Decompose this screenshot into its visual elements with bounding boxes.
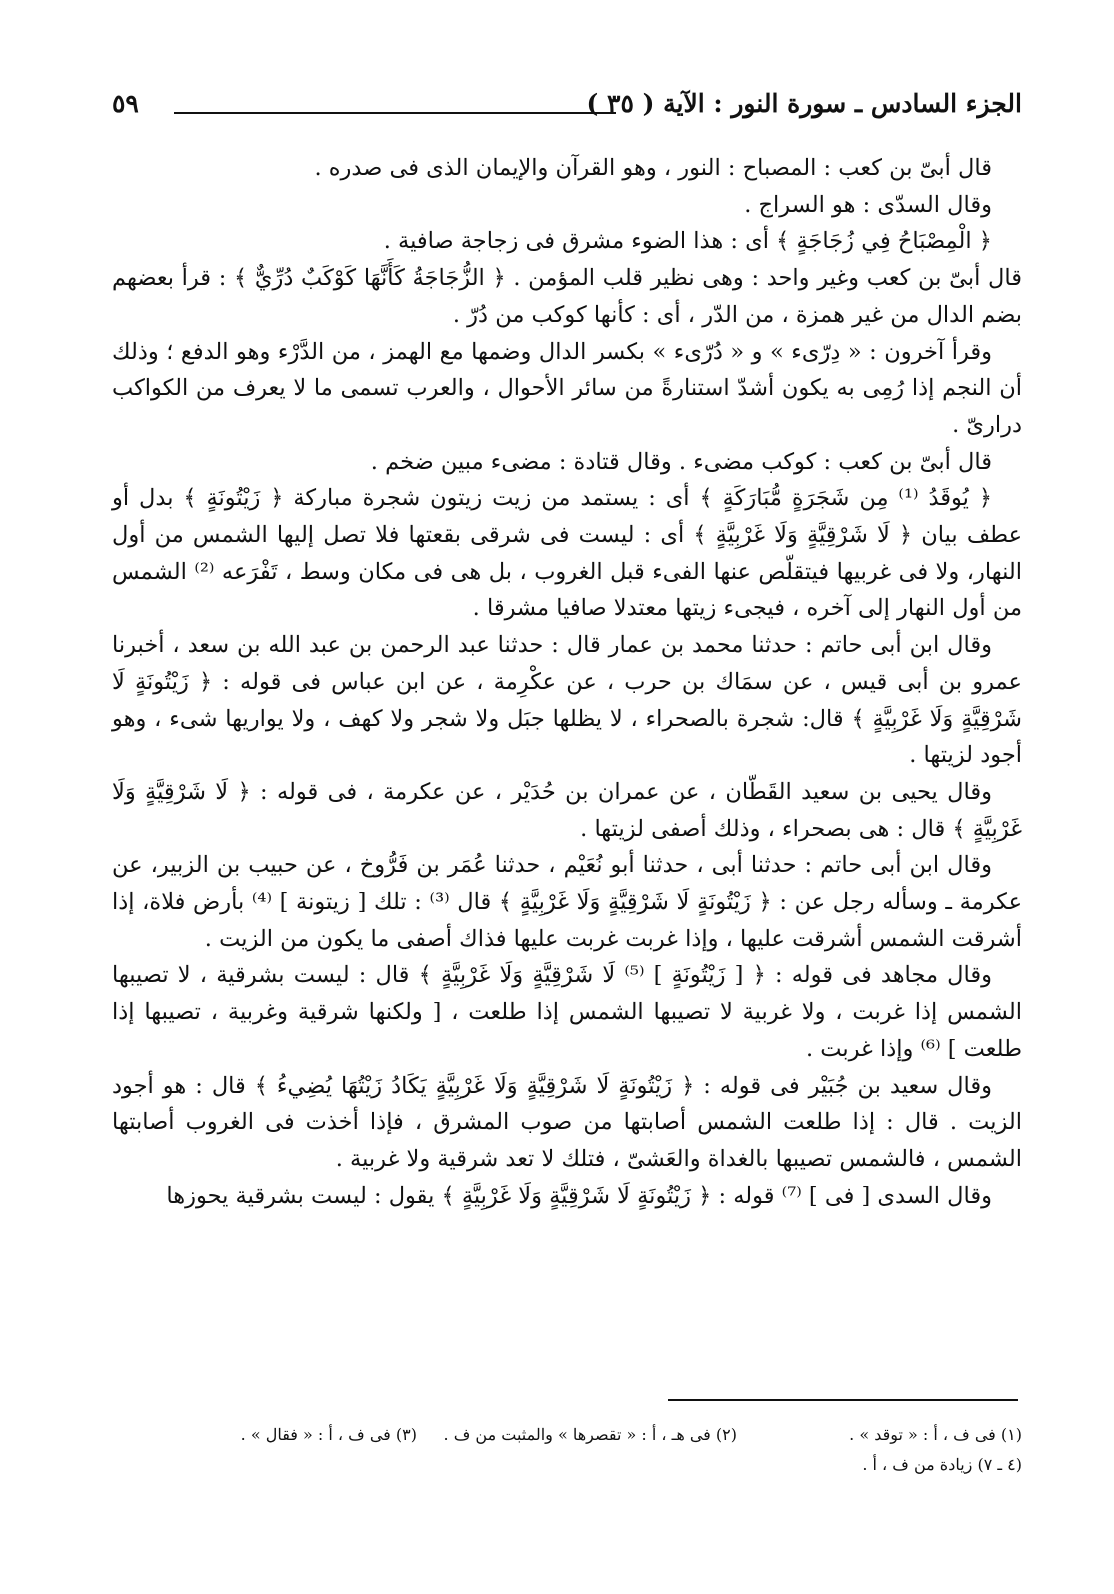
header-rule (174, 112, 616, 114)
paragraph: ﴿ الْمِصْبَاحُ فِي زُجَاجَةٍ ﴾ أى : هذا الضوء مشرق فى زجاجة صافية . (383, 228, 992, 255)
body-text (112, 150, 1022, 1214)
paragraph: قال أبىّ بن كعب وغير واحد : وهى نظير قلب المؤمن . ﴿ الزُّجَاجَةُ كَأَنَّهَا كَوْكَبٌ دُرِّيٌّ ﴾ : قرأ بعضهم بضم الدال من غير همزة ، من الدّر ، أى : كأنها كوكب من دُرّ . (112, 265, 1022, 328)
paragraph: وقال السدى [ فى ] ⁽⁷⁾ قوله : ﴿ زَيْتُونَةٍ لَا شَرْقِيَّةٍ وَلَا غَرْبِيَّةٍ ﴾ يقول : ليست بشرقية يحوزها (166, 1182, 992, 1209)
footnote-row (112, 1450, 1022, 1480)
page-number: ٥٩ (112, 89, 139, 118)
paragraph: وقال يحيى بن سعيد القَطّان ، عن عمران بن حُدَيْر ، عن عكرمة ، فى قوله : ﴿ لَا شَرْقِيَّةٍ وَلَا غَرْبِيَّةٍ ﴾ قال : هى بصحراء ، وذلك أصفى لزيتها . (112, 778, 1022, 842)
paragraph: وقال سعيد بن جُبَيْر فى قوله : ﴿ زَيْتُونَةٍ لَا شَرْقِيَّةٍ وَلَا غَرْبِيَّةٍ يَكَادُ زَيْتُهَا يُضِيءُ ﴾ قال : هو أجود الزيت . قال : إذا طلعت الشمس أصابتها من صوب المشرق ، فإذا أخذت فى الغروب أصابتها الشمس ، فالشمس تصيبها بالغداة والعَشىّ ، فتلك لا تعد شرقية ولا غربية . (112, 1072, 1022, 1172)
footnote-4: (٤ ـ ٧) زيادة من ف ، أ . (862, 1455, 1022, 1474)
page-header (112, 86, 1022, 126)
footnote-1: (١) فى ف ، أ : « توقد » . (849, 1425, 1022, 1444)
paragraph: وقال السدّى : هو السراج . (744, 191, 992, 218)
footnote-row (112, 1420, 1022, 1450)
paragraph: ﴿ يُوقَدُ ⁽¹⁾ مِن شَجَرَةٍ مُّبَارَكَةٍ ﴾ أى : يستمد من زيت زيتون شجرة مباركة ﴿ زَيْتُونَةٍ ﴾ بدل أو عطف بيان ﴿ لَا شَرْقِيَّةٍ وَلَا غَرْبِيَّةٍ ﴾ أى : ليست فى شرقى بقعتها فلا تصل إليها الشمس من أول النهار، ولا فى غربيها فيتقلّص عنها الفىء قبل الغروب ، بل هى فى مكان وسط ، تَفْرَعه ⁽²⁾ الشمس من أول النهار إلى آخره ، فيجىء زيتها معتدلا صافيا مشرقا . (112, 485, 1022, 622)
footnote-3: (٣) فى ف ، أ : « فقال » . (240, 1425, 417, 1444)
footnote-rule (668, 1399, 1018, 1401)
running-title: الجزء السادس ـ سورة النور : الآية ( ٣٥ ) (586, 89, 1022, 118)
paragraph: قال أبىّ بن كعب : كوكب مضىء . وقال قتادة : مضىء مبين ضخم . (370, 448, 992, 475)
paragraph: وقال مجاهد فى قوله : ﴿ [ زَيْتُونَةٍ ] ⁽⁵⁾ لَا شَرْقِيَّةٍ وَلَا غَرْبِيَّةٍ ﴾ قال : ليست بشرقية ، لا تصيبها الشمس إذا غربت ، ولا غربية لا تصيبها الشمس إذا طلعت ، [ ولكنها شرقية وغربية ، تصيبها إذا طلعت ] ⁽⁶⁾ وإذا غربت . (112, 962, 1022, 1062)
footnote-2: (٢) فى هـ ، أ : « تقصرها » والمثبت من ف . (443, 1425, 737, 1444)
paragraph: وقال ابن أبى حاتم : حدثنا محمد بن عمار قال : حدثنا عبد الرحمن بن عبد الله بن سعد ، أخبرنا عمرو بن أبى قيس ، عن سمَاك بن حرب ، عن عكْرِمة ، عن ابن عباس فى قوله : ﴿ زَيْتُونَةٍ لَا شَرْقِيَّةٍ وَلَا غَرْبِيَّةٍ ﴾ قال: شجرة بالصحراء ، لا يظلها جبَل ولا شجر ولا كهف ، ولا يواريها شىء ، وهو أجود لزيتها . (112, 632, 1022, 769)
paragraph: قال أبىّ بن كعب : المصباح : النور ، وهو القرآن والإيمان الذى فى صدره . (314, 155, 992, 181)
footnotes (112, 1420, 1022, 1480)
paragraph: وقرأ آخرون : « دِرّىء » و « دُرّىء » بكسر الدال وضمها مع الهمز ، من الدَّرْء وهو الدفع ؛ وذلك أن النجم إذا رُمِى به يكون أشدّ استنارةً من سائر الأحوال ، والعرب تسمى ما لا يعرف من الكواكب درارىّ . (112, 338, 1022, 438)
paragraph: وقال ابن أبى حاتم : حدثنا أبى ، حدثنا أبو نُعَيْم ، حدثنا عُمَر بن فَرُّوخ ، عن حبيب بن الزبير، عن عكرمة ـ وسأله رجل عن : ﴿ زَيْتُونَةٍ لَا شَرْقِيَّةٍ وَلَا غَرْبِيَّةٍ ﴾ قال ⁽³⁾ : تلك [ زيتونة ] ⁽⁴⁾ بأرض فلاة، إذا أشرقت الشمس أشرقت عليها ، وإذا غربت غربت عليها فذاك أصفى ما يكون من الزيت . (112, 852, 1023, 952)
